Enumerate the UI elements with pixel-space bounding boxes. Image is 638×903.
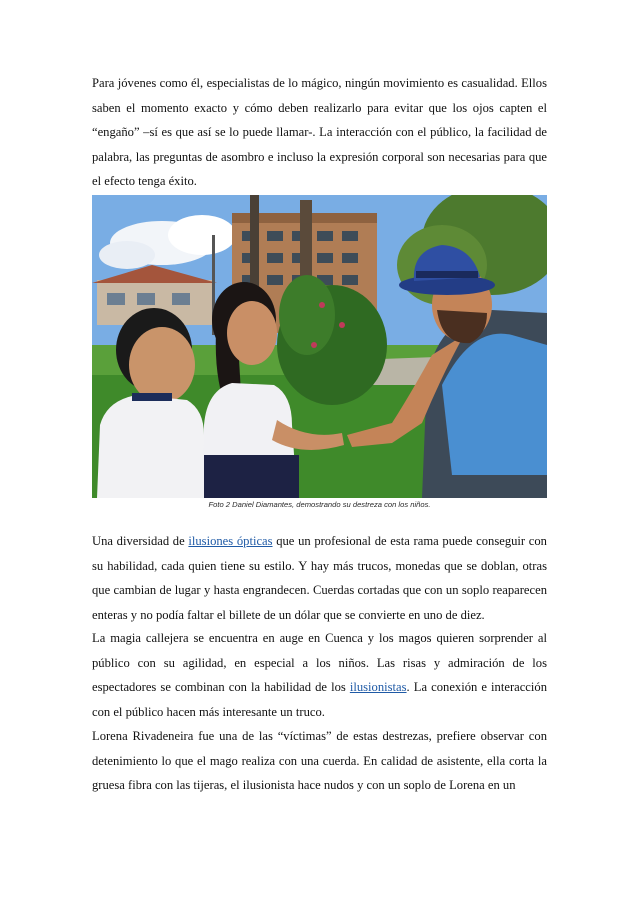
paragraph-lorena: Lorena Rivadeneira fue una de las “víctimas” de estas destrezas, prefiere observar con detenimiento lo que el mago realiza con una cuerda. En calidad de asistente, ella corta la gruesa fibra con las tijeras, el ilusionista hace nudos y con un soplo de Lorena en un bbox=[92, 729, 547, 792]
paragraph-street-magic-text-before: La magia callejera se encuentra en auge en Cuenca y los magos quieren sorprender al público con su agilidad, en especial a los niños. Las risas y admiración de los espectadores se combinan con la habilidad de los bbox=[92, 631, 547, 694]
paragraph-illusions-text-after: que un profesional de esta rama puede conseguir con su habilidad, cada quien tiene su estilo. Y hay más trucos, monedas que se doblan, otras que cambian de lugar y hasta engrandecen. Cuerdas cortadas que con un soplo reaparecen enteras y no podía faltar el billete de un dólar que se convierte en uno de diez. bbox=[92, 534, 547, 622]
paragraph-illusions-text-before: Una diversidad de bbox=[92, 534, 189, 548]
photo-caption: Foto 2 Daniel Diamantes, demostrando su destreza con los niños. bbox=[208, 500, 431, 509]
photo-magician-with-children bbox=[92, 195, 547, 498]
link-ilusiones-opticas[interactable]: ilusiones ópticas bbox=[188, 534, 273, 548]
paragraph-street-magic bbox=[92, 626, 547, 724]
paragraph-intro: Para jóvenes como él, especialistas de lo mágico, ningún movimiento es casualidad. Ellos saben el momento exacto y cómo deben realizarlo para evitar que los ojos capten el “engaño” –sí es que así se lo puede llamar-. La interacción con el público, la facilidad de palabra, las preguntas de asombro e incluso la expresión corporal son necesarias para que el efecto tenga éxito. bbox=[92, 76, 547, 188]
paragraph-street-magic-text-after: . La conexión e interacción con el público hacen más interesante un truco. bbox=[92, 680, 547, 719]
link-ilusionistas[interactable]: ilusionistas bbox=[349, 680, 407, 694]
paragraph-illusions bbox=[92, 529, 547, 627]
